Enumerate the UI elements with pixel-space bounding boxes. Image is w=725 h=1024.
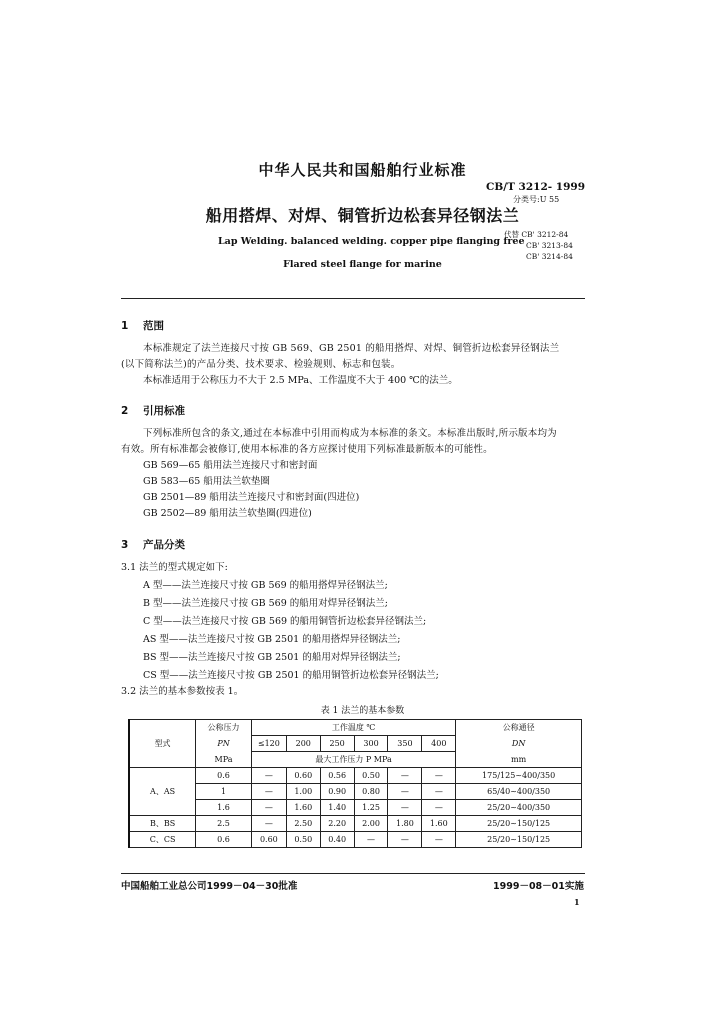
replaces-item: 代替 CB' 3212-84 (504, 230, 569, 239)
header-pn-unit: MPa (196, 752, 252, 768)
temp-col-header: 200 (286, 736, 320, 752)
cell-value: — (422, 832, 456, 848)
basic-parameters-table (128, 719, 582, 848)
section-2-heading (121, 403, 185, 418)
cell-value: 1.25 (354, 800, 388, 816)
temp-col-header: 400 (422, 736, 456, 752)
table-caption: 表 1 法兰的基本参数 (320, 706, 405, 716)
english-title-line-2: Flared steel flange for marine (283, 259, 442, 270)
header-dn-unit: mm (456, 752, 582, 768)
clause-3-2: 3.2 法兰的基本参数按表 1。 (121, 686, 244, 697)
cell-value: — (251, 816, 286, 832)
cell-value: — (251, 768, 286, 784)
reference-standard: GB 2501—89 船用法兰连接尺寸和密封面(四进位) (143, 492, 360, 503)
reference-standard: GB 583—65 船用法兰软垫圈 (143, 476, 270, 487)
cell-pn: 0.6 (196, 768, 252, 784)
section-number: 1 (121, 320, 129, 332)
flange-type-item: B 型——法兰连接尺寸按 GB 569 的船用对焊异径钢法兰; (143, 598, 388, 609)
header-max-pressure: 最大工作压力 P MPa (251, 752, 455, 768)
flange-type-item: CS 型——法兰连接尺寸按 GB 2501 的船用铜管折边松套异径钢法兰; (143, 670, 439, 681)
row-type: C、CS (129, 832, 196, 848)
cell-value: — (388, 800, 422, 816)
header-rule (121, 298, 585, 299)
section-number: 3 (121, 539, 129, 551)
flange-type-item: C 型——法兰连接尺寸按 GB 569 的船用铜管折边松套异径钢法兰; (143, 616, 427, 627)
header-dn-symbol: DN (456, 736, 582, 752)
cell-value: 2.20 (320, 816, 354, 832)
cell-value: — (388, 784, 422, 800)
approval-line: 中国船舶工业总公司1999－04－30批准 (121, 881, 298, 892)
cell-value: 1.60 (286, 800, 320, 816)
section-title: 范围 (143, 320, 164, 332)
header-temperature: 工作温度 ℃ (251, 720, 455, 736)
cell-value: — (251, 800, 286, 816)
cell-value: 1.80 (388, 816, 422, 832)
cell-pn: 0.6 (196, 832, 252, 848)
section-1-heading (121, 318, 164, 333)
cell-value: — (388, 768, 422, 784)
cell-value: 0.60 (251, 832, 286, 848)
cell-dn: 175/125~400/350 (456, 768, 582, 784)
cell-value: 0.40 (320, 832, 354, 848)
row-type: A、AS (129, 768, 196, 816)
header-type: 型式 (129, 720, 196, 768)
document-title: 船用搭焊、对焊、铜管折边松套异径钢法兰 (205, 206, 520, 225)
section-1-paragraph-2: 本标准适用于公称压力不大于 2.5 MPa、工作温度不大于 400 ℃的法兰。 (143, 375, 458, 386)
standard-org-heading: 中华人民共和国船舶行业标准 (258, 161, 467, 179)
reference-standard: GB 569—65 船用法兰连接尺寸和密封面 (143, 460, 318, 471)
section-1-paragraph-1: 本标准规定了法兰连接尺寸按 GB 569、GB 2501 的船用搭焊、对焊、铜管折边松套异径钢法兰(以下简称法兰)的产品分类、技术要求、检验规则、标志和包装。 (121, 343, 560, 370)
cell-value: — (422, 768, 456, 784)
temp-col-header: ≤120 (251, 736, 286, 752)
section-title: 产品分类 (143, 539, 185, 551)
cell-value: 0.80 (354, 784, 388, 800)
cell-value: 0.50 (286, 832, 320, 848)
cell-pn: 1.6 (196, 800, 252, 816)
header-dn-label: 公称通径 (456, 720, 582, 736)
flange-type-item: AS 型——法兰连接尺寸按 GB 2501 的船用搭焊异径钢法兰; (143, 634, 401, 645)
cell-value: 2.00 (354, 816, 388, 832)
temp-col-header: 300 (354, 736, 388, 752)
cell-dn: 65/40~400/350 (456, 784, 582, 800)
cell-dn: 25/20~150/125 (456, 816, 582, 832)
cell-value: 0.50 (354, 768, 388, 784)
cell-value: — (388, 832, 422, 848)
reference-standard: GB 2502—89 船用法兰软垫圈(四进位) (143, 508, 312, 519)
page-number: 1 (574, 897, 580, 907)
flange-type-item: BS 型——法兰连接尺寸按 GB 2501 的船用对焊异径钢法兰; (143, 652, 401, 663)
temp-col-header: 250 (320, 736, 354, 752)
replaces-item: CB' 3214-84 (526, 252, 573, 261)
section-title: 引用标准 (143, 405, 185, 417)
cell-value: — (354, 832, 388, 848)
section-2-paragraph: 下列标准所包含的条文,通过在本标准中引用而构成为本标准的条文。本标准出版时,所示版本均为有效。所有标准都会被修订,使用本标准的各方应探讨使用下列标准最新版本的可能性。 (121, 428, 557, 455)
replaces-item: CB' 3213-84 (526, 241, 573, 250)
temp-col-header: 350 (388, 736, 422, 752)
cell-value: 2.50 (286, 816, 320, 832)
section-number: 2 (121, 405, 129, 417)
section-3-heading (121, 537, 185, 552)
standard-code: CB/T 3212- 1999 (486, 181, 585, 193)
cell-pn: 1 (196, 784, 252, 800)
cell-value: 1.40 (320, 800, 354, 816)
cell-value: — (422, 784, 456, 800)
header-pn-symbol: PN (196, 736, 252, 752)
cell-value: 1.60 (422, 816, 456, 832)
cell-value: 1.00 (286, 784, 320, 800)
cell-dn: 25/20~150/125 (456, 832, 582, 848)
cell-value: — (422, 800, 456, 816)
flange-type-item: A 型——法兰连接尺寸按 GB 569 的船用搭焊异径钢法兰; (143, 580, 388, 591)
header-pn-label: 公称压力 (196, 720, 252, 736)
classification-number: 分类号:U 55 (513, 195, 560, 204)
row-type: B、BS (129, 816, 196, 832)
clause-3-1: 3.1 法兰的型式规定如下: (121, 562, 228, 573)
cell-pn: 2.5 (196, 816, 252, 832)
cell-value: 0.56 (320, 768, 354, 784)
english-title-line-1: Lap Welding. balanced welding. copper pipe flanging free (218, 236, 525, 247)
cell-dn: 25/20~400/350 (456, 800, 582, 816)
effective-date: 1999－08－01实施 (493, 881, 584, 892)
cell-value: 0.90 (320, 784, 354, 800)
cell-value: — (251, 784, 286, 800)
cell-value: 0.60 (286, 768, 320, 784)
footer-rule (121, 873, 585, 874)
